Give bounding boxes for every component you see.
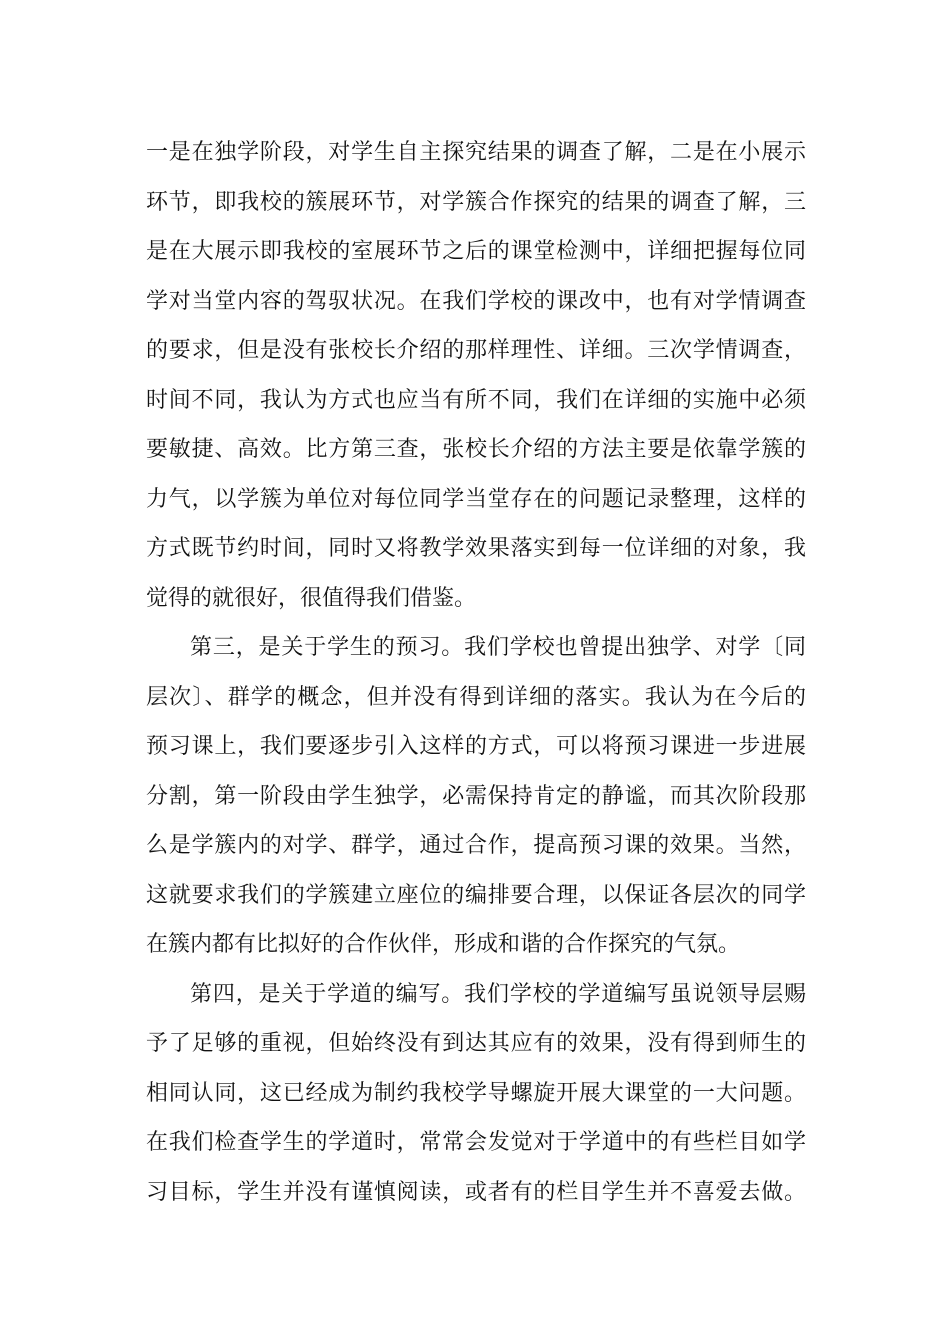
text-line: 觉得的就很好，很值得我们借鉴。 [146,585,477,611]
text-line: 的要求，但是没有张校长介绍的那样理性、详细。三次学情调查， [146,338,806,363]
document-body [146,128,806,1217]
text-line: 方式既节约时间，同时又将教学效果落实到每一位详细的对象，我 [146,536,806,561]
text-line: 这就要求我们的学簇建立座位的编排要合理，以保证各层次的同学 [146,882,806,908]
text-line: 第三，是关于学生的预习。我们学校也曾提出独学、对学〔同 [190,635,806,660]
text-line: 分割，第一阶段由学生独学，必需保持肯定的静谧，而其次阶段那 [146,783,806,809]
text-line: 力气，以学簇为单位对每位同学当堂存在的问题记录整理，这样的 [146,486,806,512]
text-line: 是在大展示即我校的室展环节之后的课堂检测中，详细把握每位同 [146,239,806,264]
text-line: 要敏捷、高效。比方第三查，张校长介绍的方法主要是依靠学簇的 [146,437,806,462]
text-line: 予了足够的重视，但始终没有到达其应有的效果，没有得到师生的 [146,1031,806,1056]
text-line: 层次〕、群学的概念，但并没有得到详细的落实。我认为在今后的 [146,684,806,710]
text-line: 环节，即我校的簇展环节，对学簇合作探究的结果的调查了解，三 [146,189,806,215]
text-line: 么是学簇内的对学、群学，通过合作，提高预习课的效果。当然， [146,833,806,858]
text-line: 习目标，学生并没有谨慎阅读，或者有的栏目学生并不喜爱去做。 [146,1179,806,1205]
paragraph-2 [146,623,806,970]
text-line: 第四，是关于学道的编写。我们学校的学道编写虽说领导层赐 [190,981,806,1007]
text-line: 学对当堂内容的驾驭状况。在我们学校的课改中，也有对学情调查 [146,288,806,314]
text-line: 在我们检查学生的学道时，常常会发觉对于学道中的有些栏目如学 [146,1130,806,1155]
text-line: 一是在独学阶段，对学生自主探究结果的调查了解，二是在小展示 [146,140,806,165]
paragraph-1 [146,128,806,623]
text-line: 在簇内都有比拟好的合作伙伴，形成和谐的合作探究的气氛。 [146,932,741,957]
text-line: 相同认同，这已经成为制约我校学导螺旋开展大课堂的一大问题。 [146,1080,806,1106]
text-line: 预习课上，我们要逐步引入这样的方式，可以将预习课进一步进展 [146,734,806,759]
paragraph-3 [146,970,806,1218]
text-line: 时间不同，我认为方式也应当有所不同，我们在详细的实施中必须 [146,387,806,413]
